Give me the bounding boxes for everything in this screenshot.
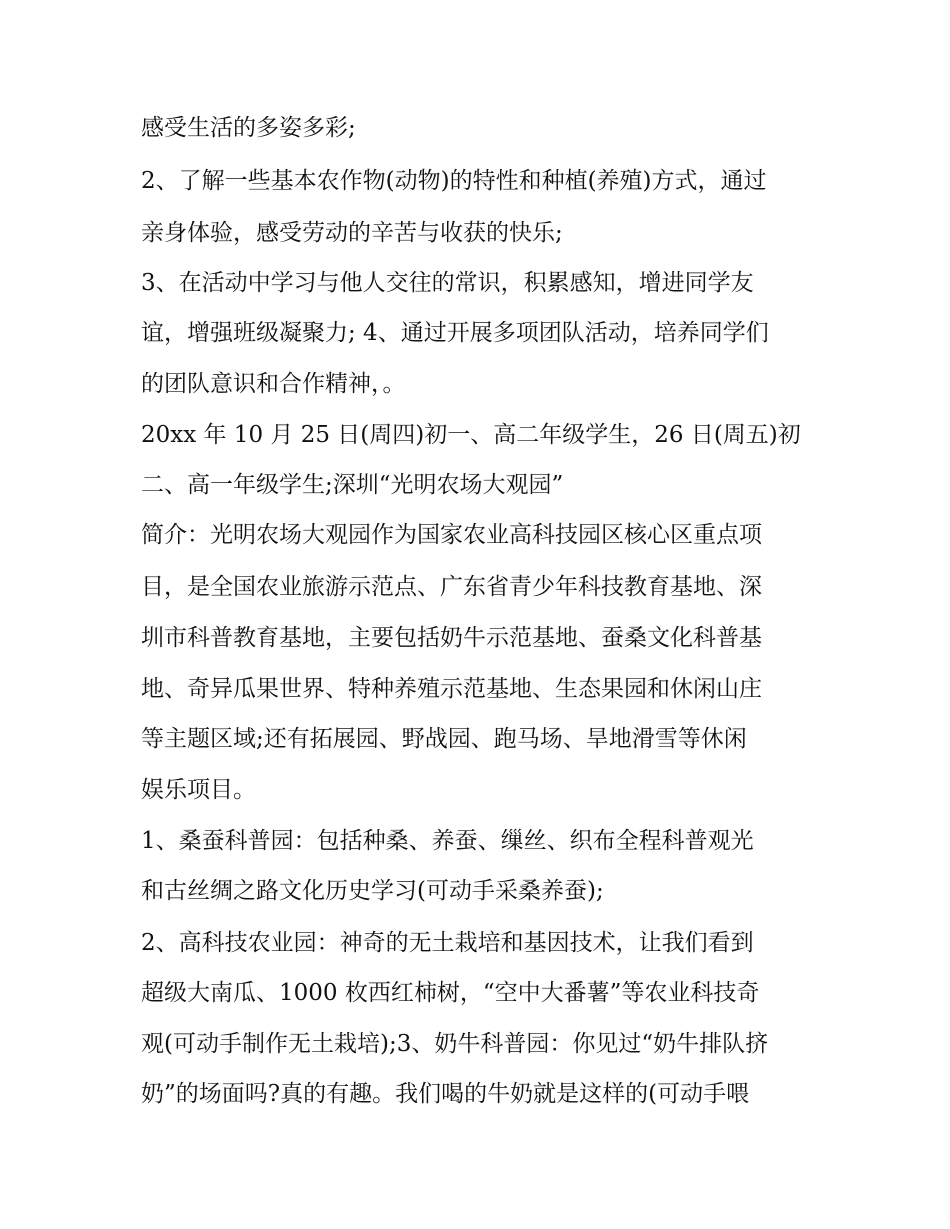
text-line: 20xx 年 10 月 25 日(周四)初一、高二年级学生，26 日(周五)初 — [141, 422, 801, 448]
text-line: 简介：光明农场大观园作为国家农业高科技园区核心区重点项 — [141, 522, 762, 548]
text-line: 二、高一年级学生;深圳“光明农场大观园” — [141, 472, 564, 498]
text-line: 目，是全国农业旅游示范点、广东省青少年科技教育基地、深 — [141, 574, 762, 600]
text-line: 娱乐项目。 — [141, 777, 256, 803]
text-line: 1、桑蚕科普园：包括种桑、养蚕、缫丝、织布全程科普观光 — [141, 828, 754, 854]
text-line: 观(可动手制作无土栽培);3、奶牛科普园：你见过“奶牛排队挤 — [141, 1031, 769, 1057]
text-line: 超级大南瓜、1000 枚西红柿树，“空中大番薯”等农业科技奇 — [141, 980, 760, 1006]
text-line: 地、奇异瓜果世界、特种养殖示范基地、生态果园和休闲山庄 — [141, 676, 762, 702]
text-line: 的团队意识和合作精神，。 — [141, 371, 406, 397]
text-line: 奶”的场面吗?真的有趣。我们喝的牛奶就是这样的(可动手喂 — [141, 1081, 750, 1107]
text-line: 圳市科普教育基地，主要包括奶牛示范基地、蚕桑文化科普基 — [141, 625, 762, 651]
text-line: 等主题区域;还有拓展园、野战园、跑马场、旱地滑雪等休闲 — [141, 726, 747, 752]
text-line: 谊，增强班级凝聚力; 4、通过开展多项团队活动，培养同学们 — [141, 320, 769, 346]
text-line: 2、高科技农业园：神奇的无土栽培和基因技术，让我们看到 — [141, 930, 754, 956]
text-line: 和古丝绸之路文化历史学习(可动手采桑养蚕); — [141, 878, 604, 904]
text-line: 感受生活的多姿多彩; — [141, 115, 356, 141]
text-line: 3、在活动中学习与他人交往的常识，积累感知，增进同学友 — [141, 270, 754, 296]
text-line: 2、了解一些基本农作物(动物)的特性和种植(养殖)方式，通过 — [141, 168, 767, 194]
text-line: 亲身体验，感受劳动的辛苦与收获的快乐; — [141, 220, 563, 246]
